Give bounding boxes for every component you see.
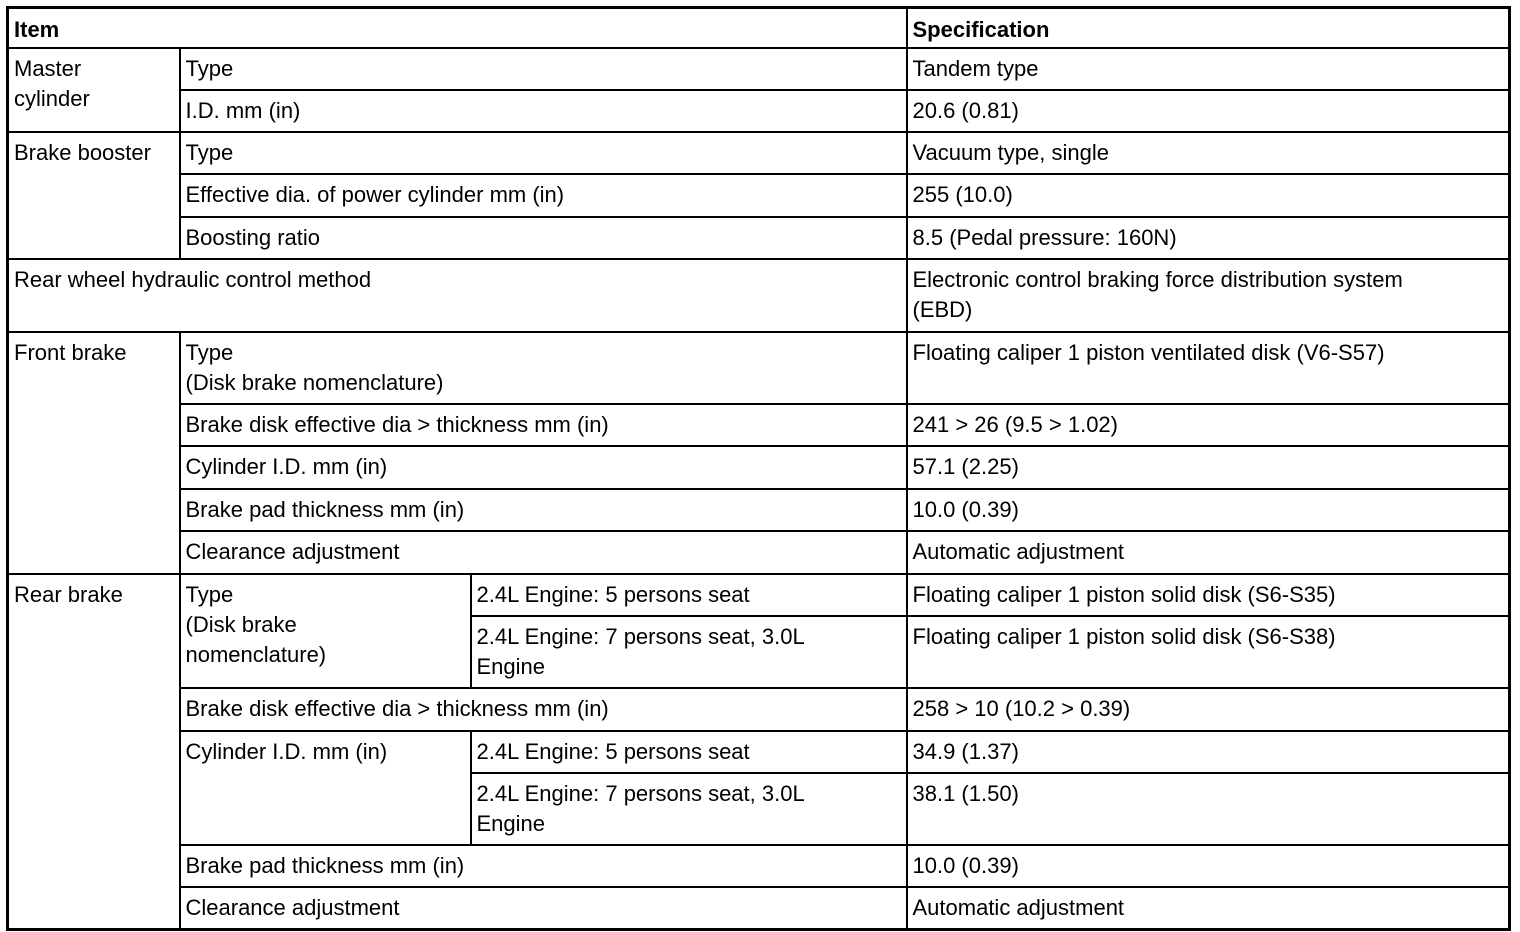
rear-brake-type-label: Type (Disk brake nomenclature) [180, 574, 471, 688]
rear-brake-type-sub1-value: Floating caliper 1 piston solid disk (S6-S35) [907, 574, 1510, 616]
table-row [8, 731, 1510, 773]
rear-brake-type-sub2-label: 2.4L Engine: 7 persons seat, 3.0L Engine [471, 616, 907, 688]
front-brake-type-label: Type (Disk brake nomenclature) [180, 332, 907, 404]
brake-booster-type-label: Type [180, 132, 907, 174]
rear-brake-pad-value: 10.0 (0.39) [907, 845, 1510, 887]
table-row [8, 446, 1510, 489]
front-brake-type-value: Floating caliper 1 piston ventilated disk (V6-S57) [907, 332, 1510, 404]
front-brake-cyl-value: 57.1 (2.25) [907, 446, 1510, 489]
rear-brake-clear-value: Automatic adjustment [907, 887, 1510, 929]
rear-hydraulic-value: Electronic control braking force distribution system (EBD) [907, 259, 1510, 332]
brake-booster-dia-label: Effective dia. of power cylinder mm (in) [180, 174, 907, 217]
rear-brake-disk-label: Brake disk effective dia > thickness mm (in) [180, 688, 907, 731]
master-cylinder-id-label: I.D. mm (in) [180, 90, 907, 132]
table-row [8, 332, 1510, 404]
brake-booster-ratio-value: 8.5 (Pedal pressure: 160N) [907, 217, 1510, 259]
front-brake-pad-label: Brake pad thickness mm (in) [180, 489, 907, 531]
rear-brake-disk-value: 258 > 10 (10.2 > 0.39) [907, 688, 1510, 731]
table-row [8, 531, 1510, 574]
table-row [8, 48, 1510, 90]
rear-brake-clear-label: Clearance adjustment [180, 887, 907, 929]
brake-specification-table [6, 6, 1511, 931]
front-brake-label: Front brake [8, 332, 180, 574]
master-cylinder-type-value: Tandem type [907, 48, 1510, 90]
table-header-row [8, 8, 1510, 49]
header-item: Item [8, 8, 907, 49]
rear-brake-cyl-sub1-label: 2.4L Engine: 5 persons seat [471, 731, 907, 773]
front-brake-cyl-label: Cylinder I.D. mm (in) [180, 446, 907, 489]
table-row [8, 132, 1510, 174]
front-brake-pad-value: 10.0 (0.39) [907, 489, 1510, 531]
rear-brake-label: Rear brake [8, 574, 180, 929]
front-brake-clear-label: Clearance adjustment [180, 531, 907, 574]
rear-hydraulic-label: Rear wheel hydraulic control method [8, 259, 907, 332]
rear-brake-type-sub1-label: 2.4L Engine: 5 persons seat [471, 574, 907, 616]
table-row [8, 259, 1510, 332]
table-row [8, 217, 1510, 259]
front-brake-disk-value: 241 > 26 (9.5 > 1.02) [907, 404, 1510, 446]
rear-brake-type-sub2-value: Floating caliper 1 piston solid disk (S6-S38) [907, 616, 1510, 688]
rear-brake-cyl-sub2-label: 2.4L Engine: 7 persons seat, 3.0L Engine [471, 773, 907, 845]
front-brake-disk-label: Brake disk effective dia > thickness mm (in) [180, 404, 907, 446]
table-row [8, 90, 1510, 132]
master-cylinder-label: Master cylinder [8, 48, 180, 132]
rear-brake-cyl-label: Cylinder I.D. mm (in) [180, 731, 471, 845]
brake-booster-type-value: Vacuum type, single [907, 132, 1510, 174]
master-cylinder-type-label: Type [180, 48, 907, 90]
table-row [8, 174, 1510, 217]
table-row [8, 489, 1510, 531]
header-specification: Specification [907, 8, 1510, 49]
brake-booster-ratio-label: Boosting ratio [180, 217, 907, 259]
rear-brake-cyl-sub2-value: 38.1 (1.50) [907, 773, 1510, 845]
table-row [8, 845, 1510, 887]
front-brake-clear-value: Automatic adjustment [907, 531, 1510, 574]
table-row [8, 887, 1510, 929]
table-row [8, 404, 1510, 446]
brake-booster-dia-value: 255 (10.0) [907, 174, 1510, 217]
brake-booster-label: Brake booster [8, 132, 180, 259]
table-row [8, 574, 1510, 616]
table-row [8, 688, 1510, 731]
master-cylinder-id-value: 20.6 (0.81) [907, 90, 1510, 132]
rear-brake-cyl-sub1-value: 34.9 (1.37) [907, 731, 1510, 773]
rear-brake-pad-label: Brake pad thickness mm (in) [180, 845, 907, 887]
